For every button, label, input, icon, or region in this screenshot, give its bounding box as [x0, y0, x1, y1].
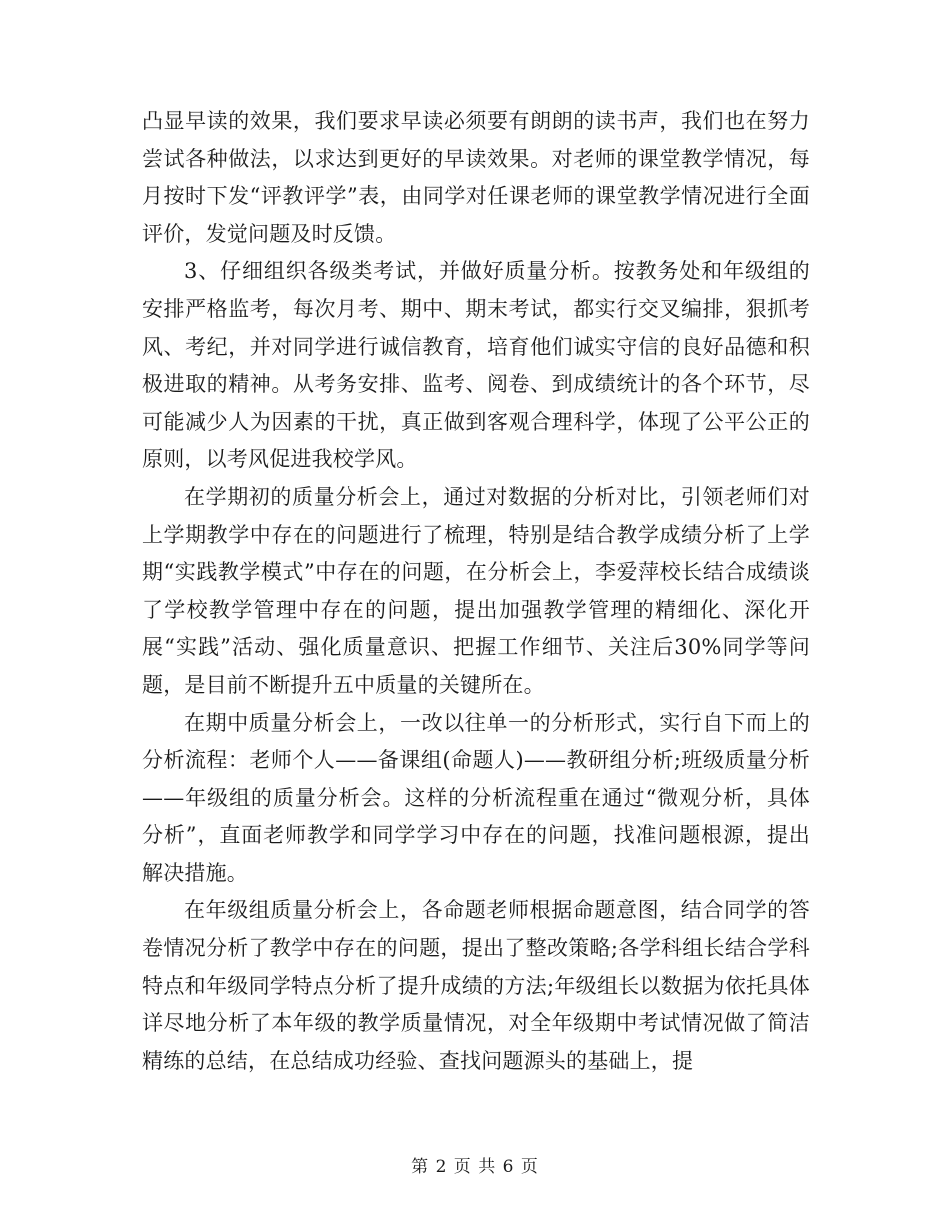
paragraph-2: 3、仔细组织各级类考试，并做好质量分析。按教务处和年级组的安排严格监考，每次月考、期中、期末考试，都实行交叉编排，狠抓考风、考纪，并对同学进行诚信教育，培育他们诚实守信的良好品德和积极进取的精神。从考务安排、监考、阅卷、到成绩统计的各个环节，尽可能减少人为因素的干扰，真正做到客观合理科学，体现了公平公正的原则，以考风促进我校学风。: [142, 259, 810, 472]
page-number-footer: 第 2 页 共 6 页: [411, 1157, 539, 1177]
paragraph-1: 凸显早读的效果，我们要求早读必须要有朗朗的读书声，我们也在努力尝试各种做法，以求达到更好的早读效果。对老师的课堂教学情况，每月按时下发“评教评学”表，由同学对任课老师的课堂教学情况进行全面评价，发觉问题及时反馈。: [142, 109, 810, 246]
paragraph-5: 在年级组质量分析会上，各命题老师根据命题意图，结合同学的答卷情况分析了教学中存在的问题，提出了整改策略;各学科组长结合学科特点和年级同学特点分析了提升成绩的方法;年级组长以数据为依托具体详尽地分析了本年级的教学质量情况，对全年级期中考试情况做了简洁精练的总结，在总结成功经验、查找问题源头的基础上，提: [142, 898, 810, 1073]
body-text: [142, 103, 810, 1080]
paragraph-4: 在期中质量分析会上，一改以往单一的分析形式，实行自下而上的分析流程：老师个人——备课组(命题人)——教研组分析;班级质量分析——年级组的质量分析会。这样的分析流程重在通过“微观分析，具体分析”，直面老师教学和同学学习中存在的问题，找准问题根源，提出解决措施。: [142, 710, 810, 885]
paragraph-3: 在学期初的质量分析会上，通过对数据的分析对比，引领老师们对上学期教学中存在的问题进行了梳理，特别是结合教学成绩分析了上学期“实践教学模式”中存在的问题，在分析会上，李爱萍校长结合成绩谈了学校教学管理中存在的问题，提出加强教学管理的精细化、深化开展“实践”活动、强化质量意识、把握工作细节、关注后30%同学等问题，是目前不断提升五中质量的关键所在。: [142, 484, 810, 697]
